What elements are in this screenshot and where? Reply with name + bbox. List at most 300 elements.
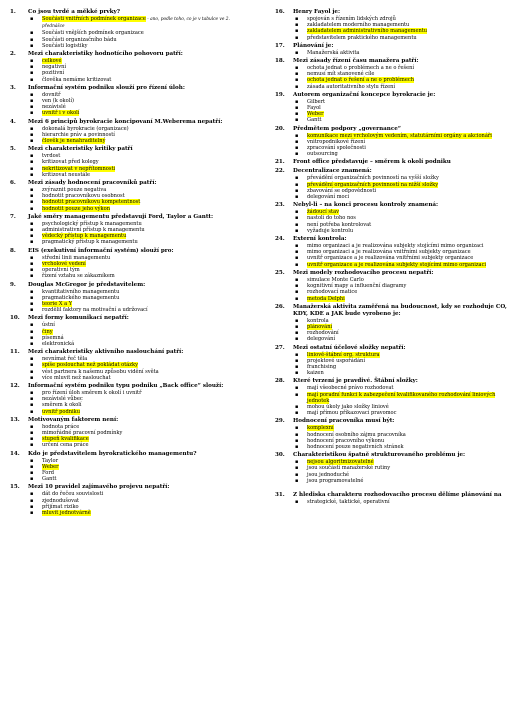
answer-list — [275, 459, 511, 484]
bullet-icon: ▪ — [295, 65, 299, 72]
answer-label: uvnitř organizace a je realizována subjekty stojícími mimo organizaci — [307, 261, 487, 268]
bullet-icon: ▪ — [295, 363, 299, 370]
bullet-icon: ▪ — [30, 233, 34, 240]
answer-option — [275, 50, 511, 56]
question-number: 9. — [10, 281, 16, 288]
bullet-icon: ▪ — [295, 323, 299, 330]
answer-label: psychologický přístup k managementu — [42, 220, 142, 227]
question-block — [275, 202, 511, 234]
answer-label: pragmatický přístup k managementu — [42, 239, 138, 246]
answer-label: simulace Monte Carlo — [307, 276, 364, 283]
answer-text — [307, 410, 511, 416]
bullet-icon: ▪ — [30, 340, 34, 347]
bullet-icon: ▪ — [30, 442, 34, 449]
question-text: Z hlediska charakteru rozhodovacího procesu dělíme plánování na — [293, 491, 502, 498]
answer-label: Součásti logistiky — [42, 42, 88, 49]
answer-label: ochota jednat o problémech a ne o řešení — [307, 65, 415, 72]
question-text: Henry Fayol je: — [293, 9, 341, 15]
question-heading — [10, 85, 250, 92]
answer-option — [275, 117, 511, 123]
answer-label: žádoucí stav — [307, 209, 340, 216]
bullet-icon: ▪ — [30, 476, 34, 483]
question-block — [10, 417, 250, 449]
question-text: Nebyl-li – na konci procesu kontroly znamená: — [293, 202, 439, 209]
question-block — [10, 214, 250, 246]
answer-text — [307, 370, 511, 376]
answer-label: operativní tým — [42, 267, 80, 274]
question-block — [10, 282, 250, 314]
question-text: Front office představuje – směrem k okolí podniku — [293, 159, 451, 166]
question-number: 25. — [275, 269, 285, 276]
answer-label: pozitivní — [42, 70, 65, 77]
bullet-icon: ▪ — [295, 351, 299, 358]
bullet-icon: ▪ — [295, 357, 299, 364]
answer-option — [10, 476, 250, 482]
bullet-icon: ▪ — [295, 243, 299, 250]
answer-text — [42, 172, 250, 178]
question-block — [10, 9, 250, 49]
answer-option — [275, 370, 511, 376]
bullet-icon: ▪ — [30, 368, 34, 375]
bullet-icon: ▪ — [30, 457, 34, 464]
question-block — [275, 58, 511, 90]
answer-list — [10, 289, 250, 314]
answer-label: dát do řečeu souvislosti — [42, 491, 104, 498]
bullet-icon: ▪ — [295, 215, 299, 222]
highlighted-answer — [42, 409, 250, 415]
answer-label: strategické, taktické, operativní — [307, 498, 390, 505]
bullet-icon: ▪ — [30, 307, 34, 314]
right-column — [275, 9, 511, 507]
question-text: Informační systém podniku typu podniku „Back office“ slouží: — [28, 382, 224, 389]
question-block — [275, 304, 511, 343]
question-heading — [10, 248, 250, 255]
answer-text — [42, 442, 250, 448]
bullet-icon: ▪ — [295, 145, 299, 152]
bullet-icon: ▪ — [30, 58, 34, 65]
answer-label: není potřeba kontrolovat — [307, 221, 372, 228]
question-block — [10, 484, 250, 516]
answer-label: franchising — [307, 363, 337, 370]
answer-label: Gantt — [307, 117, 322, 124]
bullet-icon: ▪ — [295, 403, 299, 410]
answer-label: vědecký přístup k managementu — [42, 233, 127, 240]
bullet-icon: ▪ — [30, 491, 34, 498]
question-number: 6. — [10, 180, 16, 187]
question-number: 21. — [275, 159, 285, 166]
question-heading — [10, 282, 250, 289]
question-heading — [10, 451, 250, 458]
answer-label: kaizen — [307, 370, 324, 377]
answer-list — [10, 221, 250, 246]
answer-label: řízení vztahu se zákazníkem — [42, 273, 115, 280]
answer-list — [10, 356, 250, 381]
answer-label: zbavování se odpovědnosti — [307, 187, 377, 194]
bullet-icon: ▪ — [295, 28, 299, 35]
answer-text — [307, 478, 511, 484]
bullet-icon: ▪ — [295, 16, 299, 22]
bullet-icon: ▪ — [30, 64, 34, 71]
bullet-icon: ▪ — [30, 436, 34, 443]
answer-list — [10, 322, 250, 347]
answer-list — [10, 458, 250, 483]
bullet-icon: ▪ — [30, 187, 34, 194]
question-heading — [275, 126, 511, 133]
bullet-icon: ▪ — [30, 16, 34, 22]
question-heading — [10, 180, 250, 187]
highlighted-answer — [42, 138, 250, 144]
answer-option — [10, 239, 250, 245]
answer-list — [275, 50, 511, 56]
answer-label: hodnotit pracovníkovu osobnost — [42, 193, 125, 200]
answer-option — [10, 138, 250, 144]
bullet-icon: ▪ — [295, 34, 299, 41]
answer-label: liniově-štábní org. struktura — [307, 351, 380, 358]
question-block — [275, 492, 511, 505]
answer-label: kognitivní mapy a influenční diagramy — [307, 283, 407, 290]
answer-text — [42, 239, 250, 245]
bullet-icon: ▪ — [295, 175, 299, 182]
answer-label: určení cena práce — [42, 442, 89, 449]
answer-option — [10, 172, 250, 178]
question-number: 26. — [275, 303, 285, 310]
question-number: 13. — [10, 416, 20, 423]
answer-label: ústní — [42, 322, 55, 329]
answer-label: kritizovat neustále — [42, 171, 91, 178]
answer-text — [307, 117, 511, 123]
bullet-icon: ▪ — [30, 125, 34, 132]
answer-label: střední linii managementu — [42, 254, 111, 261]
bullet-icon: ▪ — [30, 423, 34, 430]
bullet-icon: ▪ — [295, 295, 299, 302]
answer-text — [42, 273, 250, 279]
bullet-icon: ▪ — [30, 273, 34, 280]
question-number: 19. — [275, 91, 285, 98]
answer-label: nekritizovat v nepřítomnosti — [42, 165, 116, 172]
answer-label: činy — [42, 328, 53, 335]
bullet-icon: ▪ — [295, 132, 299, 139]
answer-text — [42, 43, 250, 49]
bullet-icon: ▪ — [30, 356, 34, 363]
bullet-icon: ▪ — [30, 110, 34, 117]
question-text: Motivovaným faktorem není: — [28, 416, 119, 423]
answer-label: outsourcing — [307, 151, 338, 158]
question-heading — [275, 159, 511, 166]
answer-label: mají všeobecné právo rozhodovat — [307, 385, 394, 392]
question-text: Decentralizace znamená: — [293, 168, 372, 175]
bullet-icon: ▪ — [295, 105, 299, 112]
bullet-icon: ▪ — [30, 408, 34, 415]
answer-label: hierarchie práv a povinností — [42, 131, 115, 138]
answer-label: Ford — [42, 469, 55, 476]
question-heading — [10, 383, 250, 390]
answer-label: vrcholové vedení — [42, 260, 86, 267]
question-text: Informační systém podniku slouží pro řízení úloh: — [28, 84, 185, 91]
question-text: Hodnocení pracovníka musí být: — [293, 418, 395, 425]
answer-list — [275, 425, 511, 450]
bullet-icon: ▪ — [30, 469, 34, 476]
answer-label: kvantitativního managementu — [42, 288, 120, 295]
bullet-icon: ▪ — [295, 187, 299, 194]
answer-list — [275, 209, 511, 234]
bullet-icon: ▪ — [295, 49, 299, 56]
question-number: 30. — [275, 452, 285, 459]
bullet-icon: ▪ — [295, 138, 299, 145]
bullet-icon: ▪ — [30, 396, 34, 403]
answer-label: přijímat riziko — [42, 503, 79, 510]
answer-label: jsou jednoduché — [307, 471, 350, 478]
bullet-icon: ▪ — [30, 300, 34, 307]
answer-text — [42, 476, 250, 482]
question-text: Co jsou tvrdé a měkké prvky? — [28, 9, 121, 15]
answer-list — [275, 318, 511, 343]
answer-list — [10, 424, 250, 449]
answer-list — [275, 133, 511, 158]
answer-label: delegování — [307, 336, 336, 343]
bullet-icon: ▪ — [30, 36, 34, 43]
answer-label: vnitropodnikové řízení — [307, 138, 366, 145]
question-block — [10, 248, 250, 280]
question-heading — [275, 58, 511, 65]
question-text: Externí kontrola: — [293, 236, 347, 243]
bullet-icon: ▪ — [30, 30, 34, 37]
left-column — [10, 9, 250, 518]
bullet-icon: ▪ — [295, 443, 299, 450]
question-block — [10, 315, 250, 347]
highlighted-answer — [307, 262, 511, 268]
answer-list — [275, 65, 511, 90]
highlighted-answer — [42, 206, 250, 212]
answer-label: Manažerská aktivita — [307, 49, 360, 56]
bullet-icon: ▪ — [30, 227, 34, 234]
answer-option — [10, 77, 250, 83]
bullet-icon: ▪ — [30, 260, 34, 267]
bullet-icon: ▪ — [30, 503, 34, 510]
answer-label: zjednodušovat — [42, 497, 80, 504]
answer-label: uvnitř i v okolí — [42, 110, 80, 117]
answer-label: představitelem praktického managementu — [307, 34, 417, 41]
bullet-icon: ▪ — [30, 328, 34, 335]
bullet-icon: ▪ — [295, 83, 299, 90]
bullet-icon: ▪ — [30, 288, 34, 295]
question-number: 27. — [275, 344, 285, 351]
bullet-icon: ▪ — [295, 437, 299, 444]
question-heading — [275, 304, 511, 318]
answer-label: negativní — [42, 64, 67, 71]
question-heading — [275, 43, 511, 50]
question-text: Jaké směry managementu představují Ford, Taylor a Gantt: — [28, 213, 214, 220]
answer-label: hodnocení osobního zájmu pracovníka — [307, 431, 406, 438]
bullet-icon: ▪ — [295, 255, 299, 262]
answer-label: dokonalá byrokracie (organizace) — [42, 125, 129, 132]
answer-label: Součásti vnitřních podmínek organizace — [42, 16, 146, 22]
answer-label: mohou úkoly jako složky liniové — [307, 403, 389, 410]
answer-label: mluvit jednotvárně — [42, 509, 91, 516]
answer-label: administrativní přístup k managementu — [42, 227, 145, 234]
answer-label: kontrola — [307, 317, 329, 324]
question-block — [10, 85, 250, 117]
question-text: Mezi zásady hodnocení pracovníků patří: — [28, 180, 157, 187]
answer-label: hodnocení pracovního výkonu — [307, 437, 385, 444]
answer-label: člověka nemáme kritizovat — [42, 76, 112, 83]
answer-option — [10, 442, 250, 448]
answer-list — [275, 499, 511, 505]
answer-text — [307, 194, 511, 200]
bullet-icon: ▪ — [295, 261, 299, 268]
question-text: Manažerská aktivita zaměřená na budoucnost, kdy se rozhoduje CO, KDY, KDE a JAK bude vyrobeno je: — [293, 303, 507, 317]
answer-label: mají přímou příkazovací pravomoc — [307, 410, 397, 417]
answer-list — [10, 255, 250, 280]
answer-label: ochota jednat o řešení a ne o problémech — [307, 77, 415, 84]
bullet-icon: ▪ — [295, 249, 299, 256]
question-number: 29. — [275, 418, 285, 425]
bullet-icon: ▪ — [30, 199, 34, 206]
bullet-icon: ▪ — [30, 267, 34, 274]
answer-label: nevnímat řeč těla — [42, 356, 88, 363]
question-block — [10, 146, 250, 178]
answer-label: uvnitř organizace a je realizována vnitřními subjekty organizace — [307, 255, 474, 262]
bullet-icon: ▪ — [295, 283, 299, 290]
question-block — [10, 383, 250, 415]
answer-option — [275, 262, 511, 268]
answer-label: Gilbert — [307, 98, 326, 105]
answer-option — [10, 206, 250, 212]
question-number: 14. — [10, 450, 20, 457]
answer-label: nezávislé vůbec — [42, 396, 83, 403]
answer-label: projektové uspořádání — [307, 357, 365, 364]
answer-list — [10, 390, 250, 415]
question-block — [10, 451, 250, 483]
bullet-icon: ▪ — [30, 138, 34, 145]
question-heading — [10, 146, 250, 153]
answer-label: rozhodování — [307, 330, 339, 337]
answer-label: pro řízení úloh směrem k okolí i uvnitř — [42, 389, 142, 396]
bullet-icon: ▪ — [30, 254, 34, 261]
highlighted-answer — [42, 510, 250, 516]
bullet-icon: ▪ — [30, 239, 34, 246]
question-block — [275, 159, 511, 166]
answer-label: mají poradní funkci k zabezpečení kvalifikovaného rozhodování liniových jednotek — [307, 391, 496, 404]
bullet-icon: ▪ — [30, 205, 34, 212]
answer-text — [307, 228, 511, 234]
highlighted-answer — [42, 16, 250, 30]
answer-option — [10, 43, 250, 49]
bullet-icon: ▪ — [295, 370, 299, 377]
question-block — [10, 119, 250, 145]
answer-label: spojován s řízením lidských zdrojů — [307, 16, 396, 22]
question-text: Mezi ostatní účelové složky nepatří: — [293, 344, 406, 351]
bullet-icon: ▪ — [295, 276, 299, 283]
answer-option — [275, 410, 511, 416]
question-block — [275, 378, 511, 416]
bullet-icon: ▪ — [295, 221, 299, 228]
bullet-icon: ▪ — [295, 151, 299, 158]
bullet-icon: ▪ — [30, 159, 34, 166]
answer-label: rozhodovací matice — [307, 289, 358, 296]
answer-option — [10, 16, 250, 30]
answer-label: delegování moci — [307, 194, 350, 201]
bullet-icon: ▪ — [295, 330, 299, 337]
answer-label: Taylor — [42, 457, 59, 464]
answer-option — [10, 375, 250, 381]
bullet-icon: ▪ — [295, 289, 299, 296]
answer-label: Weber — [42, 463, 59, 470]
answer-text — [307, 50, 511, 56]
bullet-icon: ▪ — [295, 317, 299, 324]
bullet-icon: ▪ — [295, 410, 299, 417]
answer-list — [275, 352, 511, 377]
answer-option — [275, 151, 511, 157]
bullet-icon: ▪ — [30, 165, 34, 172]
bullet-icon: ▪ — [30, 322, 34, 329]
question-text: Mezi zásady řízení času manažera patří: — [293, 58, 419, 65]
bullet-icon: ▪ — [295, 71, 299, 78]
answer-option — [275, 478, 511, 484]
question-number: 24. — [275, 236, 285, 243]
answer-label: kritizovat před kolegy — [42, 159, 99, 166]
answer-label: mimořádné pracovní podmínky — [42, 429, 123, 436]
question-number: 11. — [10, 349, 20, 356]
answer-note: - ano, podle toho, co je v tabulce ve 2. přednášce — [42, 17, 230, 30]
answer-list — [275, 175, 511, 200]
bullet-icon: ▪ — [295, 477, 299, 484]
question-number: 7. — [10, 213, 16, 220]
answer-text — [42, 375, 250, 381]
bullet-icon: ▪ — [30, 131, 34, 138]
answer-list — [10, 126, 250, 145]
question-text: Mezi 10 pravidel zajímavého projevu nepatří: — [28, 484, 170, 491]
answer-option — [275, 35, 511, 41]
answer-label: teorie X a Y — [42, 300, 73, 307]
question-number: 20. — [275, 125, 285, 132]
answer-list — [10, 153, 250, 178]
answer-option — [10, 510, 250, 516]
answer-text — [307, 151, 511, 157]
bullet-icon: ▪ — [295, 22, 299, 29]
question-heading — [275, 92, 511, 99]
answer-option — [275, 392, 511, 404]
question-heading — [10, 9, 250, 16]
bullet-icon: ▪ — [30, 374, 34, 381]
answer-label: Fayol — [307, 105, 321, 112]
answer-label: jsou součástí manažerské rutiny — [307, 465, 391, 472]
bullet-icon: ▪ — [295, 209, 299, 216]
answer-option — [10, 307, 250, 313]
answer-label: rozdělil faktory na motivační a udržovací — [42, 307, 148, 314]
answer-label: mimo organizaci a je realizována vnitřními subjekty organizace — [307, 249, 471, 256]
bullet-icon: ▪ — [295, 425, 299, 432]
answer-text — [307, 336, 511, 342]
answer-label: písemná — [42, 334, 64, 341]
bullet-icon: ▪ — [30, 389, 34, 396]
question-text: Mezi 6 principů byrokracie koncipovaní M.Weberema nepatří: — [28, 118, 223, 125]
answer-option — [275, 84, 511, 90]
question-number: 16. — [275, 9, 285, 15]
answer-option — [10, 110, 250, 116]
question-text: Mezi formy komunikací nepatří: — [28, 315, 129, 322]
answer-label: komplexní — [307, 425, 334, 432]
answer-label: celkové — [42, 58, 62, 65]
bullet-icon: ▪ — [295, 227, 299, 234]
answer-label: komunikace mezi vrcholovým vedením, statutárními orgány a akcionáři — [307, 132, 492, 139]
answer-label: zakladatelem administrativního managementu — [307, 28, 428, 35]
answer-text — [307, 444, 511, 450]
answer-label: Součásti organizačního bádu — [42, 36, 117, 43]
question-number: 18. — [275, 58, 285, 65]
answer-option — [275, 228, 511, 234]
question-text: Mezi modely rozhodovacího procesu nepatří: — [293, 269, 434, 276]
bullet-icon: ▪ — [30, 429, 34, 436]
